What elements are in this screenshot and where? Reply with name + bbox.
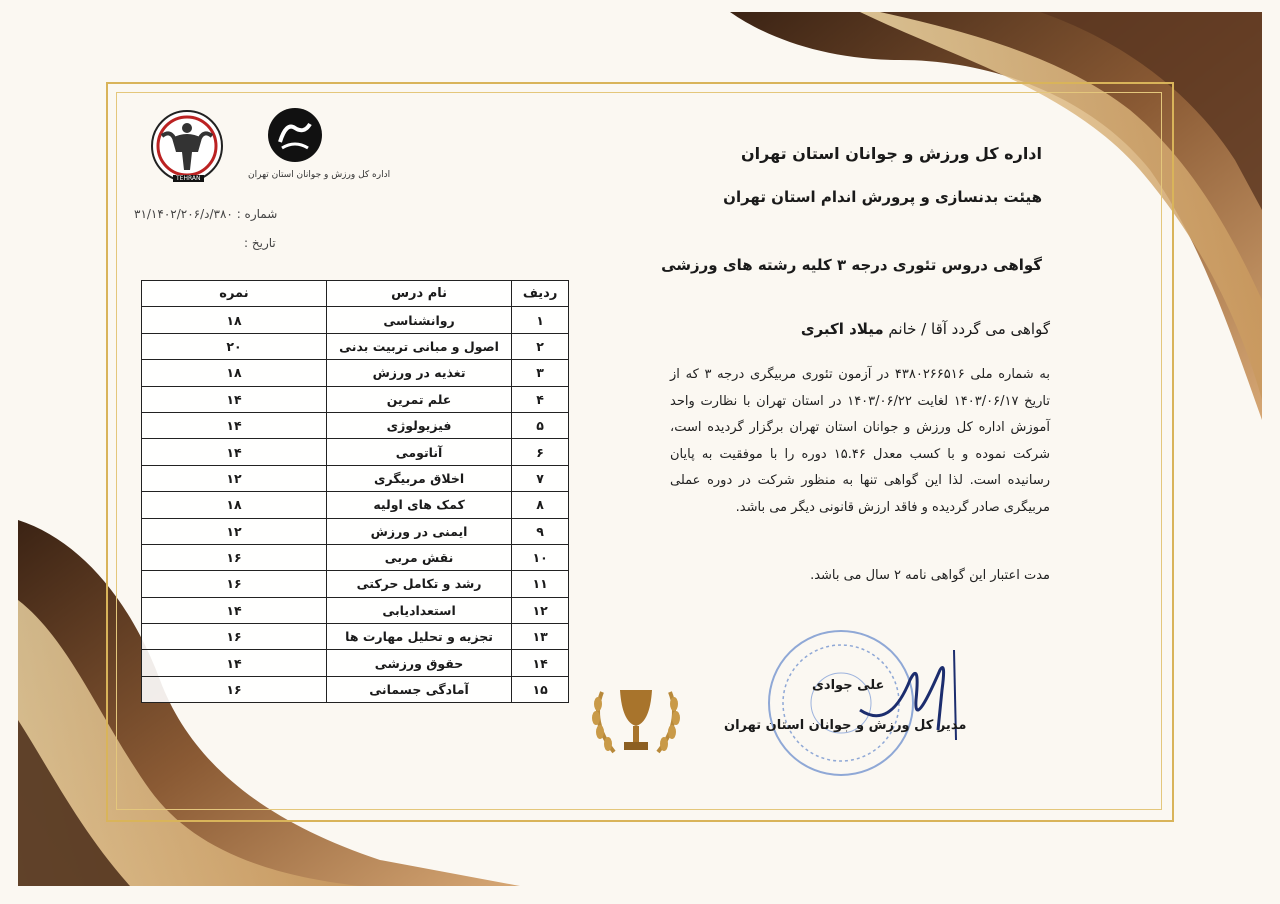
row-number: ۱ — [512, 307, 569, 333]
course-name: تغذیه در ورزش — [326, 360, 511, 386]
course-name: استعدادیابی — [326, 597, 511, 623]
greeting-prefix: گواهی می گردد آقا / خانم — [888, 320, 1050, 338]
board-title: هیئت بدنسازی و پرورش اندام استان تهران — [723, 188, 1042, 206]
table-row — [142, 544, 569, 570]
course-grade: ۲۰ — [142, 333, 327, 359]
certificate-body: به شماره ملی ۴۳۸۰۲۶۶۵۱۶ در آزمون تئوری مربیگری درجه ۳ که از تاریخ ۱۴۰۳/۰۶/۱۷ لغایت ۱۴۰۳/۰۶/۲۲ در استان تهران با نظارت واحد آموزش اداره کل ورزش و جوانان استان تهران برگزار گردیده است، شرکت نموده و با کسب معدل ۱۵.۴۶ دوره را با موفقیت به پایان رسانیده است. لذا این گواهی تنها به منظور شرکت در دوره عملی مربیگری صادر گردیده و فاقد ارزش قانونی دیگر می باشد. — [670, 367, 1051, 515]
table-row — [142, 624, 569, 650]
letter-number: شماره : ۳۸۰/د/۳۱/۱۴۰۲/۲۰۶ — [134, 207, 278, 221]
course-name: روانشناسی — [326, 307, 511, 333]
course-grade: ۱۴ — [142, 650, 327, 676]
ministry-logo-caption: اداره کل ورزش و جوانان استان تهران — [248, 170, 391, 180]
certificate-greeting — [801, 320, 1050, 338]
course-grade: ۱۶ — [142, 624, 327, 650]
row-number: ۸ — [512, 492, 569, 518]
row-number: ۱۱ — [512, 571, 569, 597]
table-row — [142, 386, 569, 412]
course-name: ایمنی در ورزش — [326, 518, 511, 544]
course-grade: ۱۶ — [142, 676, 327, 702]
row-number: ۱۰ — [512, 544, 569, 570]
course-name: نقش مربی — [326, 544, 511, 570]
recipient-name: میلاد اکبری — [800, 320, 884, 338]
grades-table — [141, 280, 569, 703]
table-row — [142, 492, 569, 518]
course-grade: ۱۲ — [142, 518, 327, 544]
course-name: اصول و مبانی تربیت بدنی — [326, 333, 511, 359]
trophy-icon — [584, 672, 688, 764]
course-grade: ۱۴ — [142, 386, 327, 412]
row-number: ۱۴ — [512, 650, 569, 676]
table-row — [142, 412, 569, 438]
row-number: ۱۵ — [512, 676, 569, 702]
validity-note: مدت اعتبار این گواهی نامه ۲ سال می باشد. — [810, 568, 1050, 583]
course-name: علم تمرین — [326, 386, 511, 412]
row-number: ۶ — [512, 439, 569, 465]
table-row — [142, 571, 569, 597]
course-name: کمک های اولیه — [326, 492, 511, 518]
issuer-title: اداره کل ورزش و جوانان استان تهران — [740, 144, 1042, 163]
course-grade: ۱۴ — [142, 597, 327, 623]
course-name: اخلاق مربیگری — [326, 465, 511, 491]
course-grade: ۱۸ — [142, 492, 327, 518]
table-row — [142, 307, 569, 333]
signatory-title: مدیر کل ورزش و جوانان استان تهران — [724, 718, 967, 733]
logo-tag: TEHRAN — [173, 175, 204, 182]
table-row — [142, 333, 569, 359]
table-header-row — [142, 281, 569, 307]
course-grade: ۱۴ — [142, 439, 327, 465]
table-row — [142, 650, 569, 676]
header-row-number: ردیف — [512, 281, 569, 307]
ministry-of-sport-logo — [266, 106, 324, 164]
table-row — [142, 676, 569, 702]
course-name: رشد و تکامل حرکتی — [326, 571, 511, 597]
signatory-name: علی جوادی — [812, 678, 885, 693]
course-name: آناتومی — [326, 439, 511, 465]
table-row — [142, 518, 569, 544]
table-row — [142, 465, 569, 491]
row-number: ۲ — [512, 333, 569, 359]
signature — [850, 640, 980, 750]
course-name: تجزیه و تحلیل مهارت ها — [326, 624, 511, 650]
course-grade: ۱۶ — [142, 571, 327, 597]
row-number: ۵ — [512, 412, 569, 438]
row-number: ۴ — [512, 386, 569, 412]
course-grade: ۱۸ — [142, 360, 327, 386]
course-name: آمادگی جسمانی — [326, 676, 511, 702]
course-name: حقوق ورزشی — [326, 650, 511, 676]
course-grade: ۱۴ — [142, 412, 327, 438]
table-row — [142, 439, 569, 465]
certificate-title: گواهی دروس تئوری درجه ۳ کلیه رشته های ورزشی — [661, 256, 1042, 274]
row-number: ۱۳ — [512, 624, 569, 650]
table-row — [142, 597, 569, 623]
row-number: ۹ — [512, 518, 569, 544]
course-grade: ۱۸ — [142, 307, 327, 333]
row-number: ۱۲ — [512, 597, 569, 623]
course-grade: ۱۶ — [142, 544, 327, 570]
row-number: ۳ — [512, 360, 569, 386]
letter-date: تاریخ : — [244, 236, 276, 250]
header-grade: نمره — [142, 281, 327, 307]
header-course-name: نام درس — [326, 281, 511, 307]
course-grade: ۱۲ — [142, 465, 327, 491]
table-row — [142, 360, 569, 386]
bodybuilding-federation-logo — [148, 108, 226, 184]
course-name: فیزیولوژی — [326, 412, 511, 438]
row-number: ۷ — [512, 465, 569, 491]
